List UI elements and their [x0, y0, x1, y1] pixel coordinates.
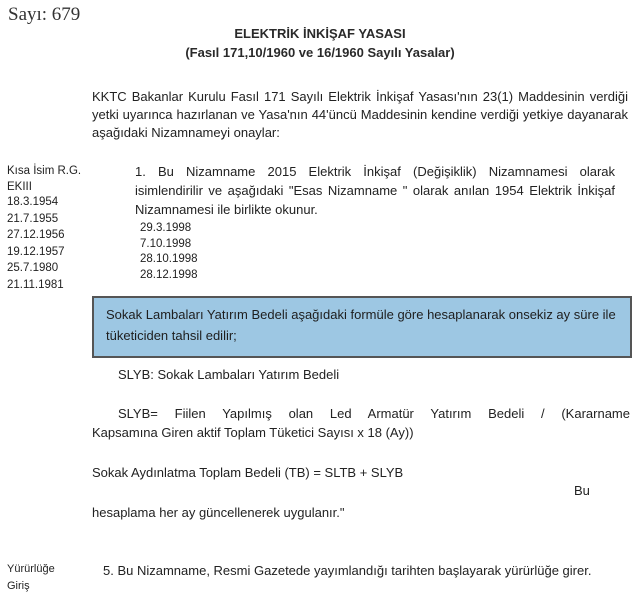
- slyb-definition: SLYB: Sokak Lambaları Yatırım Bedeli: [118, 367, 340, 382]
- left-date: 18.3.1954: [7, 196, 59, 208]
- left-date: 19.12.1957: [7, 245, 65, 258]
- article-1: 1. Bu Nizamname 2015 Elektrik İnkişaf (Değişiklik) Nizamnamesi olarak isimlendirilir ve aşağıdaki "Esas Nizamname " olarak anılan 1954 Elektrik İnkişaf Nizamnamesi ile birlikte okunur.: [135, 164, 615, 217]
- formula-line-1: SLYB= Fiilen Yapılmış olan Led Armatür Yatırım Bedeli / (Kararname: [118, 406, 630, 421]
- middle-date: 29.3.1998: [140, 222, 192, 234]
- middle-date-list: [140, 221, 198, 283]
- issue-number: Sayı: 679: [8, 4, 81, 25]
- ekiii-label: EKIII: [7, 181, 32, 193]
- short-name-label: Kısa İsim R.G.: [7, 165, 82, 177]
- left-date: 21.7.1955: [7, 212, 59, 225]
- highlight-box: Sokak Lambaları Yatırım Bedeli aşağıdaki formüle göre hesaplanarak onsekiz ay süre ile tüketiciden tahsil edilir;: [92, 296, 632, 358]
- bu-word: Bu: [574, 483, 590, 498]
- left-date: 25.7.1980: [7, 262, 59, 274]
- left-date: 21.11.1981: [7, 278, 64, 291]
- middle-date: 7.10.1998: [140, 237, 192, 250]
- left-date: 27.12.1956: [7, 229, 65, 241]
- left-date-list: [7, 194, 65, 293]
- law-title: ELEKTRİK İNKİŞAF YASASI: [234, 26, 406, 41]
- law-subtitle: (Fasıl 171,10/1960 ve 16/1960 Sayılı Yasalar): [185, 45, 455, 60]
- middle-date: 28.12.1998: [140, 268, 198, 281]
- middle-date: 28.10.1998: [140, 253, 198, 265]
- article-5: 5. Bu Nizamname, Resmi Gazetede yayımlandığı tarihten başlayarak yürürlüğe girer.: [103, 563, 592, 578]
- footer-label-effective: Yürürlüğe: [7, 563, 55, 575]
- calculation-note: hesaplama her ay güncellenerek uygulanır.": [92, 505, 345, 520]
- preamble-paragraph: KKTC Bakanlar Kurulu Fasıl 171 Sayılı Elektrik İnkişaf Yasası'nın 23(1) Maddesinin verdiği yetki uyarınca hazırlanan ve Yasa'nın 44'üncü Maddesinin kendine verdiği yetkiye dayanarak aşağıdaki Nizamnameyi onaylar:: [92, 89, 628, 140]
- footer-label-entry: Giriş: [7, 580, 30, 592]
- total-formula: Sokak Aydınlatma Toplam Bedeli (TB) = SLTB + SLYB: [92, 465, 404, 480]
- formula-line-2: Kapsamına Giren aktif Toplam Tüketici Sayısı x 18 (Ay)): [92, 425, 414, 440]
